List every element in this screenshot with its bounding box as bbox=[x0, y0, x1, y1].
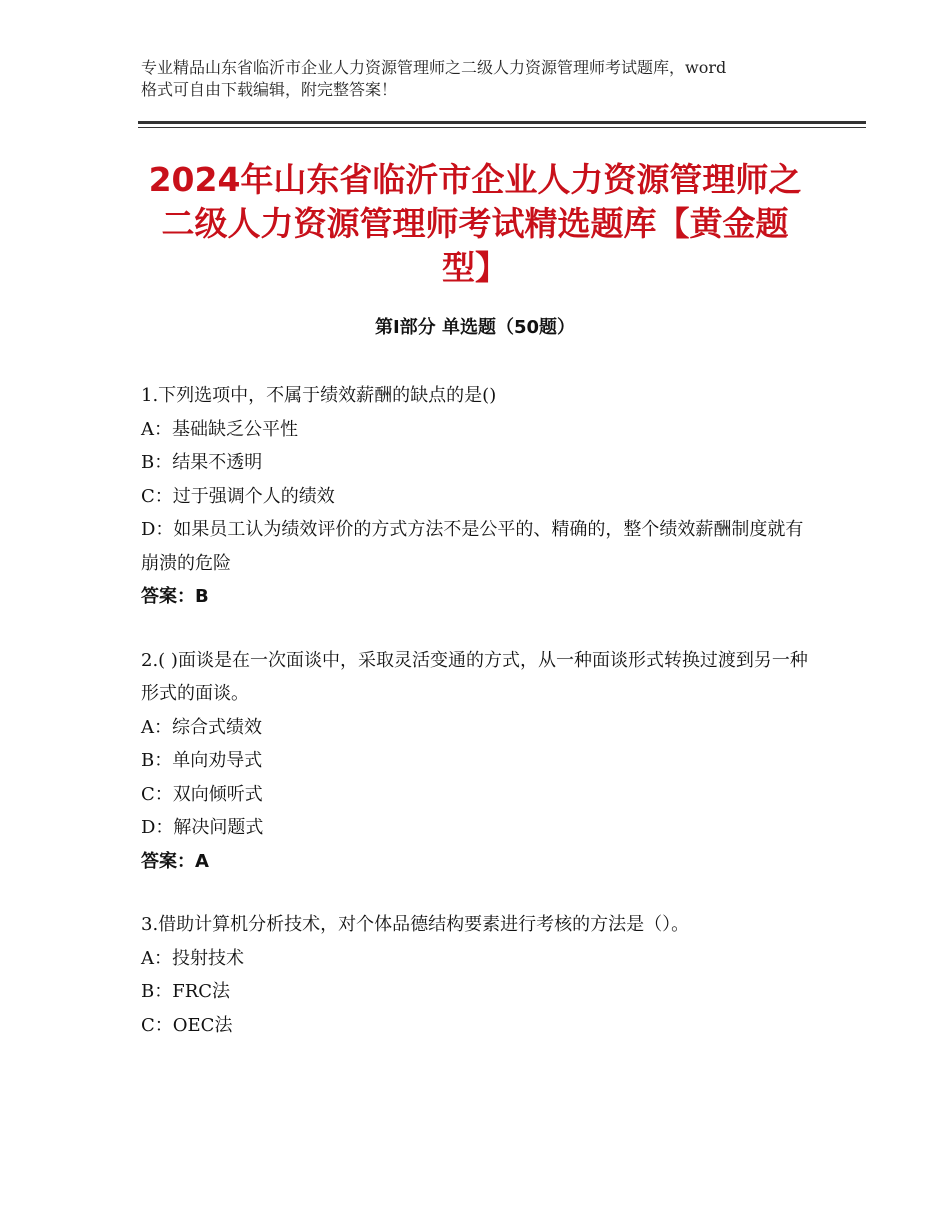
option-d: D：解决问题式 bbox=[141, 817, 264, 838]
question-2 bbox=[141, 644, 813, 879]
option-b: B：FRC法 bbox=[141, 981, 231, 1002]
header-note: 专业精品山东省临沂市企业人力资源管理师之二级人力资源管理师考试题库，word 格式可自由下载编辑，附完整答案！ bbox=[141, 58, 727, 99]
question-3 bbox=[141, 908, 813, 1042]
header-rule-thick bbox=[138, 121, 866, 124]
section-heading: 第Ⅰ部分 单选题（50题） bbox=[374, 317, 575, 338]
document-title: 2024年山东省临沂市企业人力资源管理师之二级人力资源管理师考试精选题库【黄金题型】 bbox=[148, 160, 802, 287]
question-stem: 1.下列选项中，不属于绩效薪酬的缺点的是() bbox=[141, 385, 497, 406]
option-a: A：投射技术 bbox=[141, 947, 244, 969]
question-stem: 3.借助计算机分析技术，对个体品德结构要素进行考核的方法是（）。 bbox=[141, 914, 690, 935]
option-b: B：单向劝导式 bbox=[141, 750, 263, 771]
question-stem: 2.( )面谈是在一次面谈中，采取灵活变通的方式，从一种面谈形式转换过渡到另一种形式的面谈。 bbox=[141, 649, 808, 704]
option-c: C：过于强调个人的绩效 bbox=[141, 485, 335, 507]
option-b: B：结果不透明 bbox=[141, 452, 263, 473]
header-rule-thin bbox=[138, 127, 866, 128]
option-a: A：基础缺乏公平性 bbox=[141, 418, 298, 440]
option-c: C：OEC法 bbox=[141, 1014, 233, 1036]
question-1 bbox=[141, 379, 813, 614]
answer: 答案：A bbox=[141, 850, 209, 872]
answer: 答案：B bbox=[141, 586, 209, 607]
option-d: D：如果员工认为绩效评价的方式方法不是公平的、精确的，整个绩效薪酬制度就有崩溃的危险 bbox=[141, 519, 804, 574]
option-a: A：综合式绩效 bbox=[141, 716, 262, 738]
question-list bbox=[141, 379, 813, 1072]
option-c: C：双向倾听式 bbox=[141, 783, 263, 805]
